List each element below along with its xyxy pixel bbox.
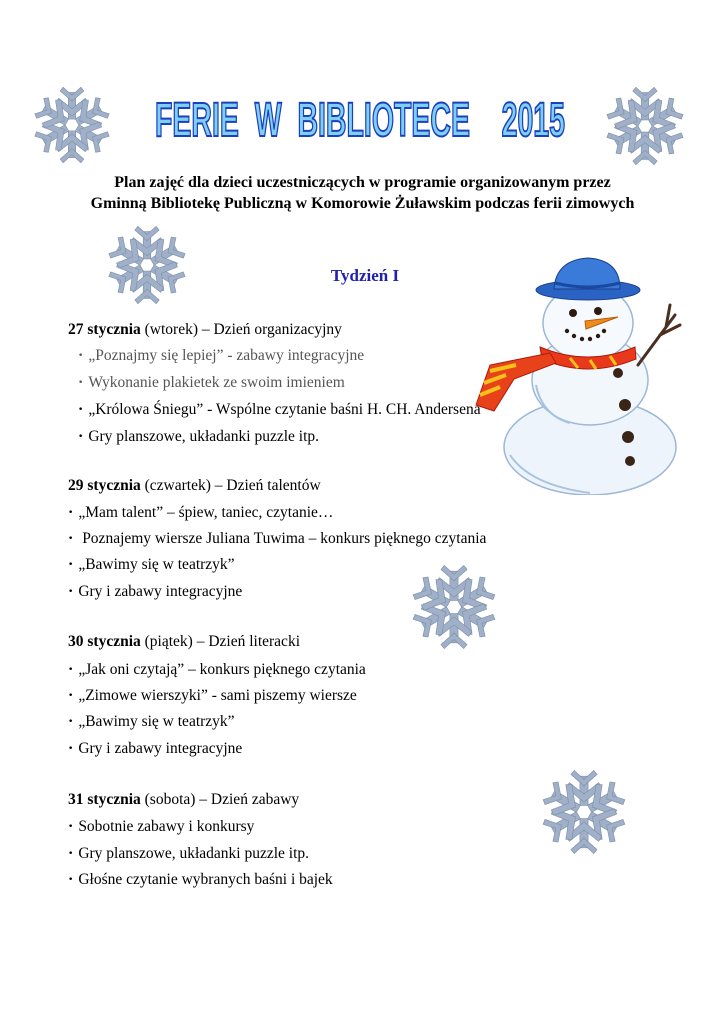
page-title-text: FERIE W BIBLIOTECE 2015	[155, 94, 565, 146]
list-item: • „Mam talent” – śpiew, taniec, czytanie…	[68, 504, 334, 521]
bullet-icon: •	[68, 508, 74, 518]
day-description: (piątek) – Dzień literacki	[140, 633, 300, 650]
subtitle-line-2: Gminną Bibliotekę Publiczną w Komorowie Żuławskim podczas ferii zimowych	[90, 195, 635, 212]
list-item: • „Zimowe wierszyki” - sami piszemy wiersze	[68, 687, 357, 704]
bullet-icon: •	[68, 665, 74, 675]
list-item: • Gry i zabawy integracyjne	[68, 583, 243, 600]
day-description: (wtorek) – Dzień organizacyjny	[140, 321, 342, 338]
bullet-icon: •	[78, 432, 84, 442]
bullet-icon: •	[78, 405, 84, 415]
list-item: • Gry planszowe, układanki puzzle itp.	[68, 845, 310, 862]
day-heading-3	[68, 632, 300, 652]
subtitle-line-1: Plan zajęć dla dzieci uczestniczących w programie organizowanym przez	[114, 174, 611, 191]
snowman-illustration	[470, 255, 690, 495]
bullet-icon: •	[68, 534, 74, 544]
snowflake-icon	[410, 563, 498, 651]
day-description: (czwartek) – Dzień talentów	[140, 477, 321, 494]
list-item: • „Bawimy się w teatrzyk”	[68, 713, 235, 730]
day-heading-2	[68, 476, 321, 496]
list-item: • „Bawimy się w teatrzyk”	[68, 556, 235, 573]
day-date: 27 stycznia	[68, 321, 141, 338]
list-item: • Sobotnie zabawy i konkursy	[68, 818, 255, 835]
list-item: • Gry planszowe, układanki puzzle itp.	[78, 428, 320, 445]
snowflake-icon	[106, 224, 188, 306]
week-label: Tydzień I	[330, 266, 400, 285]
list-item: • Wykonanie plakietek ze swoim imieniem	[78, 374, 345, 391]
bullet-icon: •	[78, 351, 84, 361]
bullet-icon: •	[68, 587, 74, 597]
snowflake-icon	[604, 85, 686, 167]
bullet-icon: •	[68, 849, 74, 859]
bullet-icon: •	[68, 744, 74, 754]
list-item: • „Królowa Śniegu” - Wspólne czytanie baśni H. CH. Andersena	[78, 401, 481, 418]
day-heading-4	[68, 790, 299, 810]
bullet-icon: •	[68, 822, 74, 832]
day-date: 29 stycznia	[68, 477, 141, 494]
snowflake-icon	[32, 85, 112, 165]
list-item: • Gry i zabawy integracyjne	[68, 740, 243, 757]
bullet-icon: •	[68, 560, 74, 570]
bullet-icon: •	[68, 691, 74, 701]
day-heading-1	[68, 320, 342, 340]
page-title	[150, 92, 570, 146]
list-item: • „Jak oni czytają” – konkurs pięknego czytania	[68, 661, 366, 678]
list-item: • Głośne czytanie wybranych baśni i bajek	[68, 871, 333, 888]
bullet-icon: •	[78, 378, 84, 388]
bullet-icon: •	[68, 717, 74, 727]
day-date: 30 stycznia	[68, 633, 141, 650]
list-item: • Poznajemy wiersze Juliana Tuwima – konkurs pięknego czytania	[68, 530, 487, 547]
day-date: 31 stycznia	[68, 791, 141, 808]
snowflake-icon	[540, 768, 628, 856]
subtitle	[30, 172, 695, 214]
day-description: (sobota) – Dzień zabawy	[140, 791, 300, 808]
list-item: • „Poznajmy się lepiej” - zabawy integracyjne	[78, 347, 365, 364]
bullet-icon: •	[68, 875, 74, 885]
